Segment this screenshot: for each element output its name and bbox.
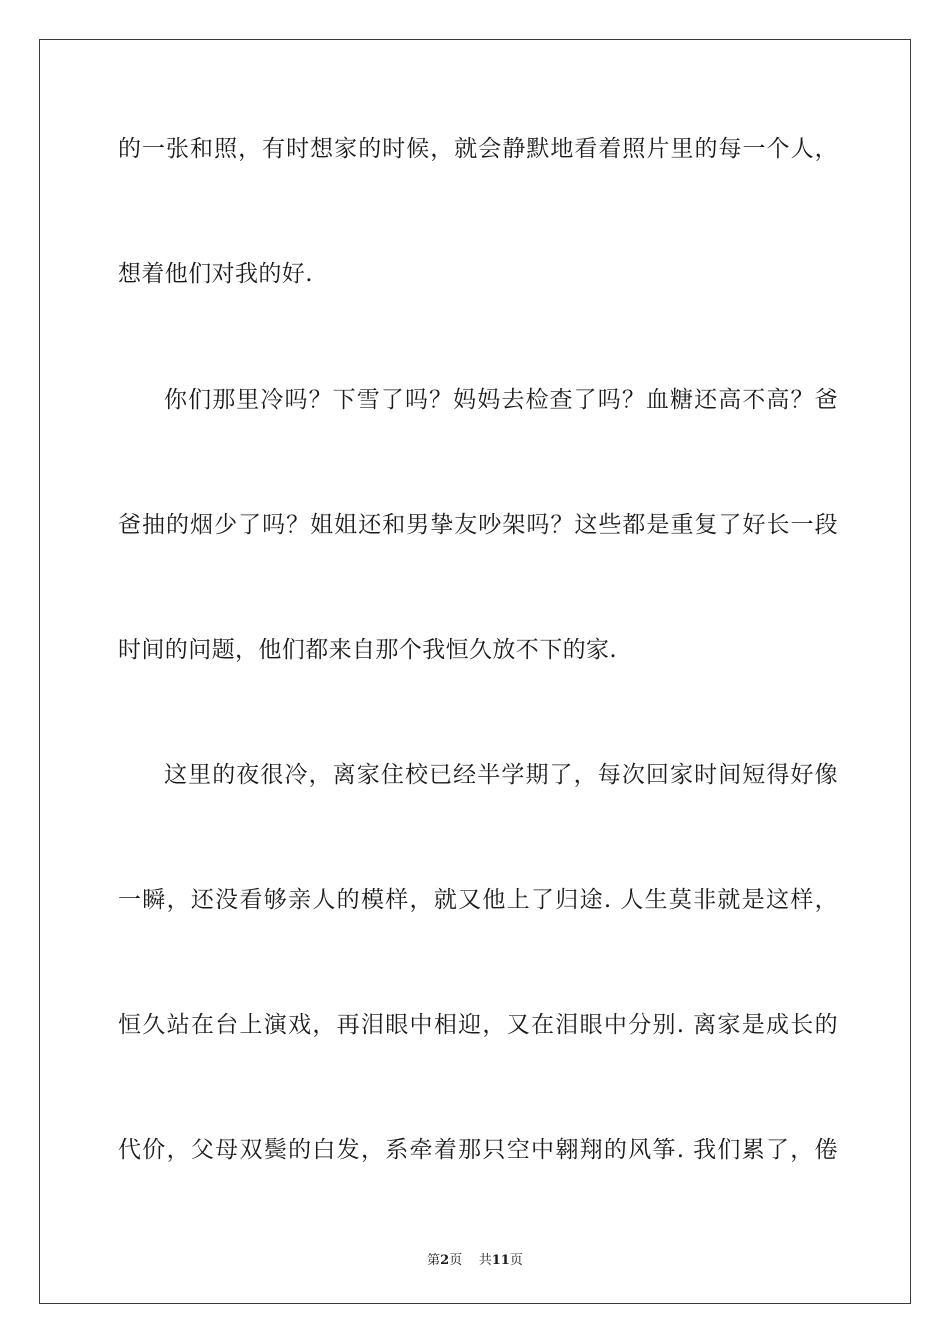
- text-line-5: 时间的问题，他们都来自那个我恒久放不下的家.: [118, 637, 618, 663]
- footer-total-prefix: 共: [478, 1253, 492, 1268]
- text-line-3: 你们那里冷吗？下雪了吗？妈妈去检查了吗？血糖还高不高？爸: [164, 387, 838, 413]
- page-border: [39, 39, 911, 1304]
- page-footer: [0, 1249, 950, 1268]
- footer-page-prefix: 第: [427, 1253, 441, 1268]
- text-line-8: 恒久站在台上演戏，再泪眼中相迎，又在泪眼中分别. 离家是成长的: [118, 1012, 838, 1038]
- footer-total-pages: 11: [491, 1253, 510, 1268]
- text-line-7: 一瞬，还没看够亲人的模样，就又他上了归途. 人生莫非就是这样，: [118, 887, 838, 913]
- text-line-9: 代价，父母双鬓的白发，系牵着那只空中翱翔的风筝. 我们累了，倦: [118, 1137, 838, 1163]
- text-line-4: 爸抽的烟少了吗？姐姐还和男挚友吵架吗？这些都是重复了好长一段: [118, 512, 838, 538]
- footer-page-number: 2: [440, 1253, 450, 1268]
- text-line-1: 的一张和照，有时想家的时候，就会静默地看着照片里的每一个人，: [118, 136, 838, 162]
- footer-total-suffix: 页: [509, 1253, 523, 1268]
- text-line-2: 想着他们对我的好.: [118, 261, 313, 287]
- text-line-6: 这里的夜很冷，离家住校已经半学期了，每次回家时间短得好像: [164, 762, 838, 788]
- footer-page-suffix: 页: [449, 1253, 463, 1268]
